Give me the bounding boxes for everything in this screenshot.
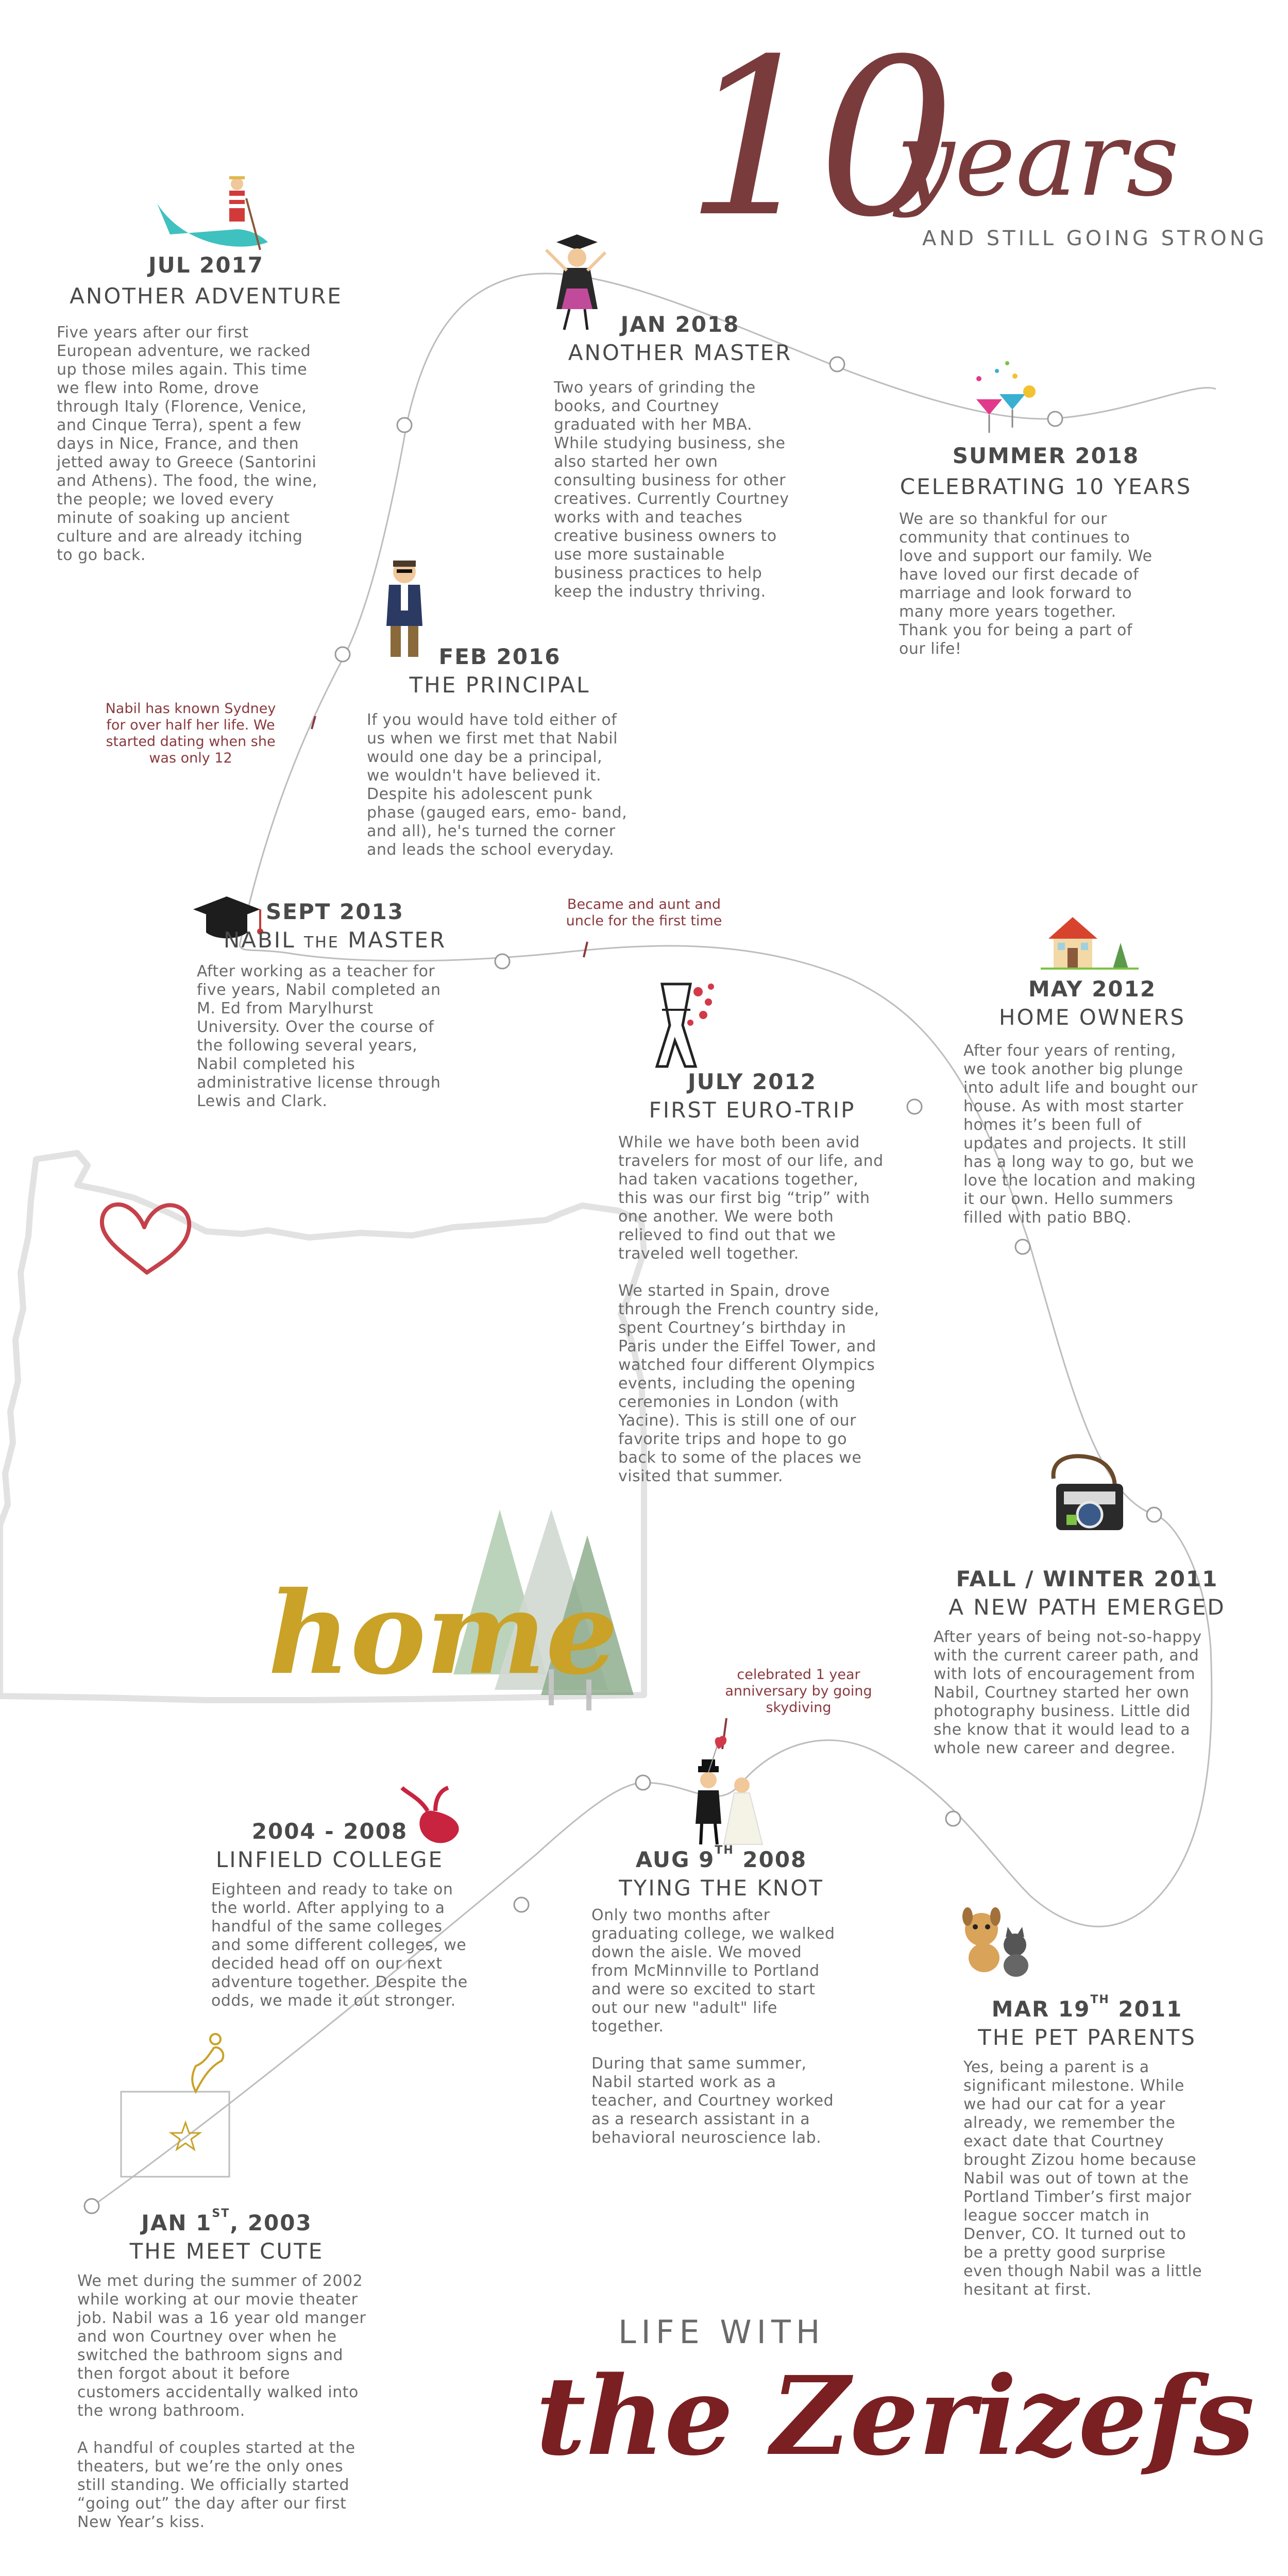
wedding-couple-icon — [696, 1736, 762, 1844]
event-title: THE PRINCIPAL — [409, 672, 590, 698]
event-title: A NEW PATH EMERGED — [948, 1595, 1226, 1620]
home-lettering: home — [268, 1566, 618, 1700]
timeline-node — [335, 647, 350, 662]
event-body: Five years after our first European adventure, we racked up those miles again. This time we flew into Rome, drove through Italy (Florence, Venice, and Cinque Terra), spent a few days in Nice, France, and then jetted away to Greece (Santorini and Athens). The food, the wine, the people; we loved every minute of soaking up ancient culture and are already itching to go back. — [57, 324, 317, 564]
event-body: While we have both been avid travelers for most of our life, and had taken vacations together, this was our first big “trip” with one another. We were both relieved to find out that we traveled well together. We started in Spain, drove through the French country side, spent Courtney’s birthday in Paris under the Eiffel Tower, and watched four different Olympics events, including the opening ceremonies in London (with Yacine). This is still one of our favorite trips and hope to go back to some of the places we visited that summer. — [618, 1133, 884, 1485]
event-date: SEPT 2013 — [266, 899, 404, 924]
date-suffix: TH — [1090, 1993, 1110, 2006]
event-body: Eighteen and ready to take on the world. After applying to a handful of the same colleges and some different colleges, we decided head off on our next adventure together. Despite the odds, we made it out stronger. — [211, 1880, 468, 2010]
timeline-node — [830, 357, 844, 371]
timeline-node — [84, 2199, 99, 2213]
cocktails-icon — [976, 361, 1036, 433]
principal-icon — [386, 561, 422, 657]
note-known: Nabil has known Sydney for over half her life. We started dating when she was only 12 — [105, 701, 276, 766]
date-part: 2011 — [1109, 1996, 1183, 2022]
event-body: We are so thankful for our community that continues to love and support our family. We have loved our first decade of marriage and look forward to many more years together. Thank you for being a part of our life! — [899, 510, 1153, 658]
date-suffix: TH — [715, 1844, 734, 1857]
timeline-node — [495, 954, 510, 969]
event-date: FALL / WINTER 2011 — [956, 1566, 1218, 1591]
years-word: years — [896, 99, 1179, 219]
event-title: LINFIELD COLLEGE — [215, 1847, 444, 1872]
timeline-node — [1147, 1507, 1161, 1522]
event-body: After working as a teacher for five years, Nabil completed an M. Ed from Marylhurst University. Over the course of the following several years, Nabil completed his administrative license through Lewis and Clark. — [197, 962, 441, 1110]
bucking-horse-icon — [192, 2034, 223, 2092]
event-body: After four years of renting, we took another big plunge into adult life and bought our house. As with most starter homes it’s been full of updates and projects. It still has a long way to go, but we love the location and making it our own. Hello summers filled with patio BBQ. — [963, 1042, 1198, 1227]
timeline-node — [1015, 1240, 1030, 1254]
event-title: HOME OWNERS — [998, 1005, 1186, 1030]
event-date — [103, 2207, 350, 2235]
timeline-node — [397, 418, 412, 432]
note-skydiving: celebrated 1 year anniversary by going skydiving — [725, 1667, 872, 1716]
event-body: Two years of grinding the books, and Courtney graduated with her MBA. While studying business, she also started her own consulting business for other creatives. Currently Courtney works with and teaches creative business owners to use more sustainable business practices to help keep the industry thriving. — [554, 379, 789, 601]
date-part: , 2003 — [230, 2210, 312, 2235]
pets-icon — [962, 1907, 1028, 1977]
event-title: THE PET PARENTS — [978, 2025, 1196, 2050]
event-body: We met during the summer of 2002 while working at our movie theater job. Nabil was a 16 year old manger and won Courtney over when he switched the bathroom signs and then forgot about it before customers accidentally walked into the wrong bathroom. A handful of couples started at the theaters, but we’re the only ones still standing. We officially started “going out” the day after our first New Year’s kiss. — [77, 2272, 366, 2531]
event-title: FIRST EURO-TRIP — [649, 1097, 856, 1123]
date-part: JAN 1 — [141, 2210, 212, 2235]
date-part: 2008 — [734, 1847, 807, 1872]
event-title — [196, 927, 474, 953]
event-body: Only two months after graduating college, we walked down the aisle. We moved from McMinnville to Portland and were so excited to start out our new "adult" life together. During that same summer, Nabil started work as a teacher, and Courtney worked as a research assistant in a behavioral neuroscience lab. — [591, 1906, 835, 2147]
event-date — [608, 1844, 835, 1872]
wyoming-outline — [121, 2092, 229, 2177]
timeline-node — [946, 1811, 960, 1826]
tagline: AND STILL GOING STRONG — [922, 227, 1267, 250]
event-date: MAY 2012 — [1028, 976, 1157, 1002]
timeline-node — [907, 1099, 922, 1114]
event-title: ANOTHER ADVENTURE — [70, 283, 343, 309]
event-date: 2004 - 2008 — [251, 1819, 408, 1844]
event-date: JAN 2018 — [620, 312, 740, 337]
event-title: ANOTHER MASTER — [568, 340, 792, 365]
event-title: CELEBRATING 10 YEARS — [900, 474, 1192, 499]
event-body: Yes, being a parent is a significant milestone. While we had our cat for a year already, we remember the exact date that Courtney brought Zizou home because Nabil was out of town at the Portland Timber’s first major league soccer match in Denver, CO. It turned out to be a pretty good surprise even though Nabil was a little hesitant at first. — [963, 2058, 1202, 2299]
date-part: AUG 9 — [635, 1847, 715, 1872]
event-body: If you would have told either of us when we first met that Nabil would one day be a principal, we wouldn't have believed it. Despite his adolescent punk phase (gauged ears, emo- band, and all), he's turned the corner and leads the school everyday. — [367, 711, 628, 859]
event-title: TYING THE KNOT — [619, 1875, 824, 1901]
event-title-part: MASTER — [339, 927, 447, 953]
life-with-label: LIFE WITH — [618, 2313, 825, 2351]
gondola-icon — [157, 176, 268, 250]
event-date: JULY 2012 — [688, 1069, 817, 1094]
event-body: After years of being not-so-happy with the current career path, and with lots of encouragement from Nabil, Courtney started her own photography business. Little did she know that it would lead to a whole new career and degree. — [934, 1628, 1202, 1757]
note-aunt: Became and aunt and uncle for the first time — [566, 896, 722, 929]
event-title-small: THE — [303, 934, 340, 952]
event-date: JUL 2017 — [148, 252, 264, 278]
camera-icon — [1054, 1456, 1123, 1530]
event-title: THE MEET CUTE — [129, 2239, 324, 2264]
timeline-node — [636, 1775, 650, 1790]
family-name: the Zerizefs — [536, 2352, 1255, 2480]
ten-years-number: 10 — [685, 13, 951, 265]
event-title-part: NABIL — [223, 927, 304, 953]
eiffel-tower-icon — [657, 984, 714, 1066]
timeline-node — [514, 1897, 529, 1912]
timeline-node — [1048, 412, 1062, 426]
house-icon — [1041, 917, 1139, 970]
date-suffix: ST — [212, 2207, 230, 2220]
event-date: SUMMER 2018 — [952, 443, 1140, 468]
date-part: MAR 19 — [991, 1996, 1091, 2022]
event-date: FEB 2016 — [438, 644, 561, 669]
event-date — [958, 1993, 1216, 2022]
